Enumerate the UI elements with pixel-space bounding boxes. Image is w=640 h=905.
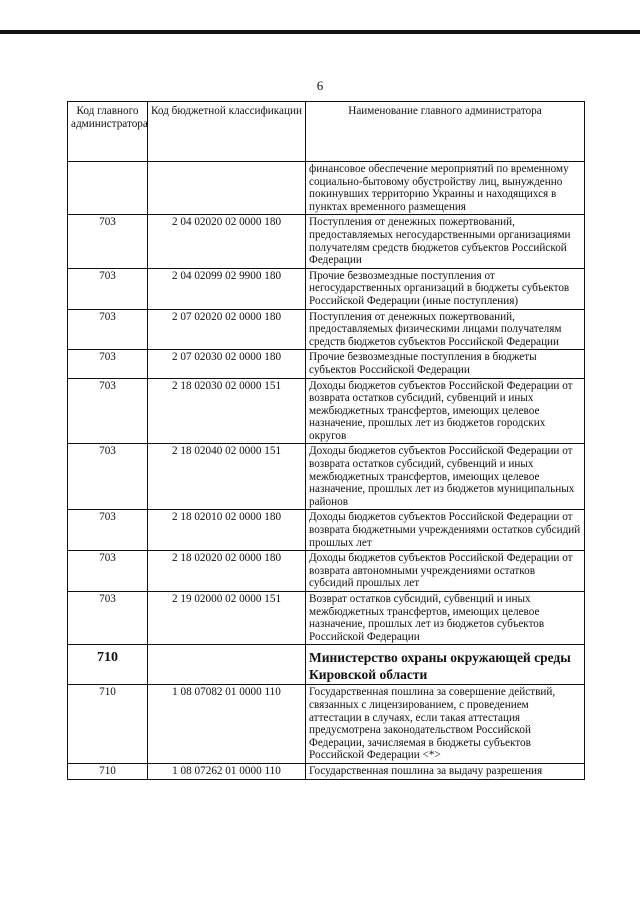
admin-code-cell: 710 [68,685,148,764]
budget-code-cell: 2 07 02030 02 0000 180 [148,350,306,378]
table-body [68,162,585,780]
admin-code-cell: 710 [68,645,148,685]
table-row [68,444,585,510]
budget-code-cell: 2 18 02030 02 0000 151 [148,378,306,444]
admin-code-cell: 703 [68,378,148,444]
name-cell: Возврат остатков субсидий, субвенций и иных межбюджетных трансфертов, имеющих целевое назначение, прошлых лет из бюджетов субъектов Российской Федерации [306,592,585,645]
organization-row [68,645,585,685]
budget-code-cell: 2 04 02099 02 9900 180 [148,268,306,309]
table-row [68,378,585,444]
table-header-row [68,102,585,162]
table-row [68,309,585,350]
budget-code-cell: 2 07 02020 02 0000 180 [148,309,306,350]
budget-code-cell: 1 08 07262 01 0000 110 [148,763,306,779]
name-cell: Доходы бюджетов субъектов Российской Федерации от возврата остатков субсидий, субвенций и иных межбюджетных трансфертов, имеющих целевое назначение, прошлых лет из бюджетов городских округов [306,378,585,444]
table-row [68,215,585,268]
table-row [68,592,585,645]
name-cell: Поступления от денежных пожертвований, предоставляемых негосударственными организациями получателям средств бюджетов субъектов Российской Федерации [306,215,585,268]
header-admin-code: Код главного администратора [68,102,148,162]
name-cell: Доходы бюджетов субъектов Российской Федерации от возврата бюджетными учреждениями остатков субсидий прошлых лет [306,510,585,551]
header-name: Наименование главного администратора [306,102,585,162]
admin-code-cell: 703 [68,268,148,309]
table-row [68,551,585,592]
budget-code-cell: 2 18 02010 02 0000 180 [148,510,306,551]
page-number: 6 [316,78,324,93]
budget-code-cell: 1 08 07082 01 0000 110 [148,685,306,764]
table-row [68,268,585,309]
table-row [68,763,585,779]
table-row [68,162,585,215]
name-cell: Доходы бюджетов субъектов Российской Федерации от возврата остатков субсидий, субвенций и иных межбюджетных трансфертов, имеющих целевое назначение, прошлых лет из бюджетов муниципальных районов [306,444,585,510]
budget-code-cell: 2 19 02000 02 0000 151 [148,592,306,645]
name-cell: Министерство охраны окружающей среды Кировской области [306,645,585,685]
top-rule [0,30,640,34]
admin-code-cell: 703 [68,444,148,510]
name-cell: Государственная пошлина за совершение действий, связанных с лицензированием, с проведением аттестации в случаях, если такая аттестация предусмотрена законодательством Российской Федерации, зачисляемая в бюджеты субъектов Российской Федерации <*> [306,685,585,764]
header-budget-code: Код бюджетной классификации [148,102,306,162]
table-row [68,510,585,551]
admin-code-cell: 710 [68,763,148,779]
budget-code-cell [148,162,306,215]
admin-code-cell: 703 [68,215,148,268]
budget-classification-table [67,101,585,780]
name-cell: Прочие безвозмездные поступления в бюджеты субъектов Российской Федерации [306,350,585,378]
table-row [68,685,585,764]
name-cell: Государственная пошлина за выдачу разрешения [306,763,585,779]
admin-code-cell [68,162,148,215]
name-cell: Поступления от денежных пожертвований, предоставляемых физическими лицами получателям средств бюджетов субъектов Российской Федерации [306,309,585,350]
name-cell: Прочие безвозмездные поступления от негосударственных организаций в бюджеты субъектов Российской Федерации (иные поступления) [306,268,585,309]
admin-code-cell: 703 [68,510,148,551]
admin-code-cell: 703 [68,551,148,592]
admin-code-cell: 703 [68,592,148,645]
budget-code-cell: 2 04 02020 02 0000 180 [148,215,306,268]
table-row [68,350,585,378]
budget-code-cell: 2 18 02040 02 0000 151 [148,444,306,510]
admin-code-cell: 703 [68,350,148,378]
budget-code-cell [148,645,306,685]
budget-code-cell: 2 18 02020 02 0000 180 [148,551,306,592]
name-cell: Доходы бюджетов субъектов Российской Федерации от возврата автономными учреждениями остатков субсидий прошлых лет [306,551,585,592]
name-cell: финансовое обеспечение мероприятий по временному социально-бытовому обустройству лиц, вынужденно покинувших территорию Украины и находящихся в пунктах временного размещения [306,162,585,215]
admin-code-cell: 703 [68,309,148,350]
